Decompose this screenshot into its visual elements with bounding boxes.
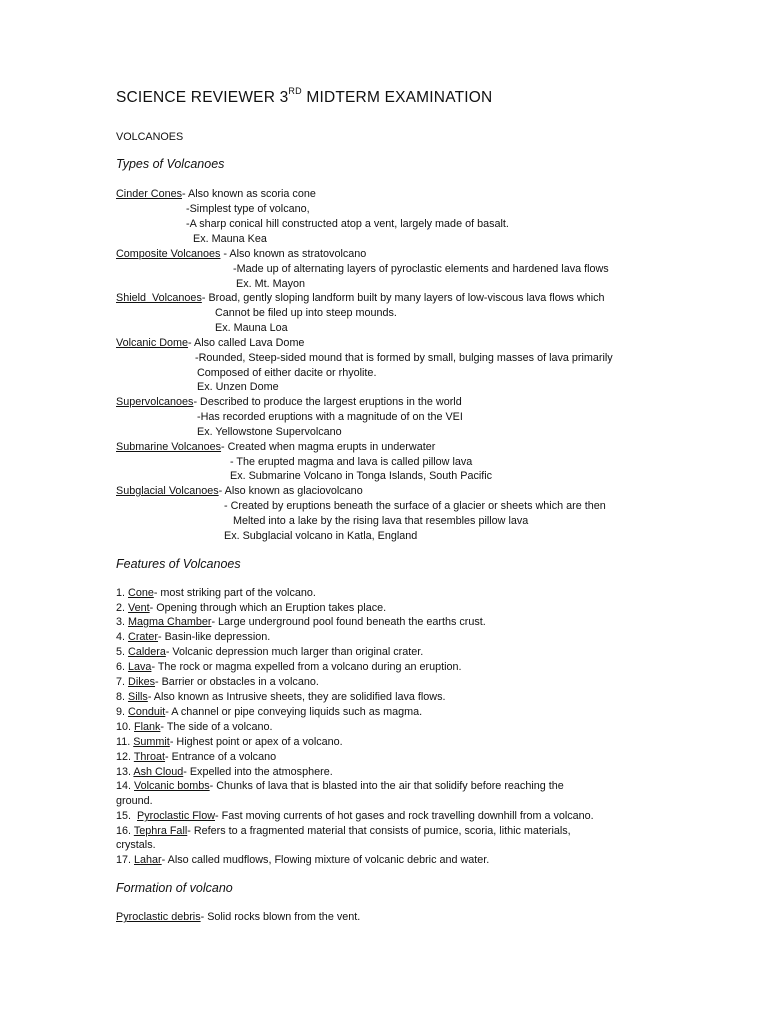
feature-term: Lahar bbox=[134, 854, 162, 866]
feature-term: Sills bbox=[128, 691, 148, 703]
feature-desc: - Also called mudflows, Flowing mixture of volcanic debric and water. bbox=[161, 854, 490, 866]
feature-term: Flank bbox=[134, 721, 161, 733]
feature-item bbox=[116, 853, 489, 867]
feature-item bbox=[116, 675, 319, 689]
feature-term: Crater bbox=[128, 631, 159, 643]
type-dome-desc: - Also called Lava Dome bbox=[188, 337, 305, 349]
type-cinder-desc: - Also known as scoria cone bbox=[182, 188, 316, 200]
feature-item-continuation: crystals. bbox=[116, 839, 156, 851]
feature-item bbox=[116, 779, 564, 793]
feature-number: 1. bbox=[116, 587, 129, 599]
type-submarine-term: Submarine Volcanoes bbox=[116, 441, 222, 453]
feature-desc: - Large underground pool found beneath the earths crust. bbox=[211, 616, 486, 628]
feature-number: 16. bbox=[116, 825, 134, 837]
type-dome-detail: -Rounded, Steep-sided mound that is formed by small, bulging masses of lava primarily bbox=[195, 352, 613, 364]
feature-number: 14. bbox=[116, 780, 135, 792]
feature-item bbox=[116, 735, 343, 749]
type-composite-detail: -Made up of alternating layers of pyroclastic elements and hardened lava flows bbox=[233, 263, 609, 275]
type-cinder-line bbox=[116, 187, 316, 201]
title-rest: MIDTERM EXAMINATION bbox=[301, 89, 493, 107]
feature-desc: - Chunks of lava that is blasted into the air that solidify before reaching the bbox=[209, 780, 564, 792]
type-shield-desc: - Broad, gently sloping landform built by many layers of low-viscous lava flows which bbox=[201, 292, 605, 304]
feature-term: Ash Cloud bbox=[133, 766, 184, 778]
type-subglacial-desc: - Also known as glaciovolcano bbox=[218, 485, 363, 497]
feature-desc: - Opening through which an Eruption takes place. bbox=[149, 602, 387, 614]
feature-desc: - Barrier or obstacles in a volcano. bbox=[155, 676, 319, 688]
feature-term: Pyroclastic Flow bbox=[137, 810, 216, 822]
feature-item-continuation: ground. bbox=[116, 795, 153, 807]
feature-number: 9. bbox=[116, 706, 129, 718]
type-cinder-example: Ex. Mauna Kea bbox=[193, 233, 267, 245]
feature-desc: - most striking part of the volcano. bbox=[153, 587, 316, 599]
feature-item bbox=[116, 765, 333, 779]
feature-number: 6. bbox=[116, 661, 129, 673]
feature-number: 13. bbox=[116, 766, 134, 778]
type-dome-line bbox=[116, 336, 304, 350]
type-shield-line bbox=[116, 291, 605, 305]
formation-heading: Formation of volcano bbox=[116, 881, 233, 895]
feature-desc: - A channel or pipe conveying liquids such as magma. bbox=[165, 706, 423, 718]
feature-term: Magma Chamber bbox=[128, 616, 212, 628]
type-super-detail: -Has recorded eruptions with a magnitude of on the VEI bbox=[197, 411, 463, 423]
type-subglacial-term: Subglacial Volcanoes bbox=[116, 485, 219, 497]
feature-term: Throat bbox=[133, 751, 166, 763]
feature-term: Cone bbox=[128, 587, 154, 599]
feature-desc: - Highest point or apex of a volcano. bbox=[169, 736, 343, 748]
type-submarine-example: Ex. Submarine Volcano in Tonga Islands, South Pacific bbox=[230, 470, 493, 482]
type-shield-example: Ex. Mauna Loa bbox=[215, 322, 288, 334]
feature-item bbox=[116, 690, 445, 704]
feature-item bbox=[116, 705, 422, 719]
feature-number: 10. bbox=[116, 721, 135, 733]
feature-number: 8. bbox=[116, 691, 129, 703]
feature-term: Caldera bbox=[128, 646, 166, 658]
feature-item bbox=[116, 720, 272, 734]
feature-item bbox=[116, 601, 386, 615]
feature-desc: - The side of a volcano. bbox=[160, 721, 273, 733]
formation-item bbox=[116, 910, 360, 924]
feature-item bbox=[116, 809, 594, 823]
feature-desc: - Refers to a fragmented material that consists of pumice, scoria, lithic materials, bbox=[187, 825, 571, 837]
feature-term: Vent bbox=[128, 602, 150, 614]
type-cinder-detail: -Simplest type of volcano, bbox=[186, 203, 310, 215]
feature-term: Lava bbox=[128, 661, 152, 673]
feature-number: 5. bbox=[116, 646, 129, 658]
type-submarine-line bbox=[116, 440, 435, 454]
feature-number: 7. bbox=[116, 676, 129, 688]
title-main: SCIENCE REVIEWER 3 bbox=[116, 89, 289, 107]
feature-number: 15. bbox=[116, 810, 138, 822]
feature-term: Dikes bbox=[128, 676, 156, 688]
feature-item bbox=[116, 660, 462, 674]
type-dome-detail: Composed of either dacite or rhyolite. bbox=[197, 367, 377, 379]
type-subglacial-detail: - Created by eruptions beneath the surface of a glacier or sheets which are then bbox=[224, 500, 606, 512]
feature-item bbox=[116, 824, 571, 838]
formation-term: Pyroclastic debris bbox=[116, 911, 201, 923]
type-cinder-term: Cinder Cones bbox=[116, 188, 183, 200]
type-composite-term: Composite Volcanoes bbox=[116, 248, 221, 260]
types-heading: Types of Volcanoes bbox=[116, 157, 225, 171]
type-super-desc: - Described to produce the largest eruptions in the world bbox=[193, 396, 462, 408]
type-dome-example: Ex. Unzen Dome bbox=[197, 381, 279, 393]
type-super-line bbox=[116, 395, 462, 409]
type-submarine-detail: - The erupted magma and lava is called pillow lava bbox=[230, 456, 473, 468]
type-shield-term: Shield Volcanoes bbox=[116, 292, 202, 304]
page-title bbox=[116, 88, 492, 107]
feature-number: 17. bbox=[116, 854, 135, 866]
feature-desc: - Basin-like depression. bbox=[158, 631, 271, 643]
feature-desc: - Fast moving currents of hot gases and rock travelling downhill from a volcano. bbox=[215, 810, 594, 822]
title-superscript: RD bbox=[288, 86, 302, 96]
feature-number: 3. bbox=[116, 616, 129, 628]
topic-label: VOLCANOES bbox=[116, 131, 184, 143]
feature-number: 11. bbox=[116, 736, 134, 748]
feature-item bbox=[116, 630, 270, 644]
feature-item bbox=[116, 645, 423, 659]
type-super-term: Supervolcanoes bbox=[116, 396, 194, 408]
feature-term: Summit bbox=[133, 736, 170, 748]
feature-item bbox=[116, 615, 486, 629]
type-submarine-desc: - Created when magma erupts in underwater bbox=[221, 441, 436, 453]
type-composite-example: Ex. Mt. Mayon bbox=[236, 278, 305, 290]
feature-desc: - Entrance of a volcano bbox=[165, 751, 277, 763]
feature-item bbox=[116, 586, 316, 600]
type-shield-detail: Cannot be filed up into steep mounds. bbox=[215, 307, 397, 319]
type-composite-desc: - Also known as stratovolcano bbox=[220, 248, 367, 260]
feature-term: Tephra Fall bbox=[133, 825, 188, 837]
feature-desc: - Volcanic depression much larger than original crater. bbox=[165, 646, 424, 658]
type-dome-term: Volcanic Dome bbox=[116, 337, 189, 349]
type-composite-line bbox=[116, 247, 366, 261]
feature-desc: - The rock or magma expelled from a volcano during an eruption. bbox=[151, 661, 462, 673]
feature-term: Conduit bbox=[128, 706, 166, 718]
feature-number: 4. bbox=[116, 631, 129, 643]
feature-term: Volcanic bombs bbox=[134, 780, 210, 792]
type-cinder-detail: -A sharp conical hill constructed atop a vent, largely made of basalt. bbox=[186, 218, 509, 230]
type-subglacial-detail: Melted into a lake by the rising lava that resembles pillow lava bbox=[233, 515, 529, 527]
feature-desc: - Expelled into the atmosphere. bbox=[183, 766, 333, 778]
feature-number: 2. bbox=[116, 602, 129, 614]
formation-desc: - Solid rocks blown from the vent. bbox=[200, 911, 361, 923]
feature-desc: - Also known as Intrusive sheets, they are solidified lava flows. bbox=[147, 691, 446, 703]
features-heading: Features of Volcanoes bbox=[116, 557, 241, 571]
feature-item bbox=[116, 750, 276, 764]
feature-number: 12. bbox=[116, 751, 134, 763]
type-subglacial-example: Ex. Subglacial volcano in Katla, England bbox=[224, 530, 418, 542]
type-subglacial-line bbox=[116, 484, 363, 498]
type-super-example: Ex. Yellowstone Supervolcano bbox=[197, 426, 342, 438]
